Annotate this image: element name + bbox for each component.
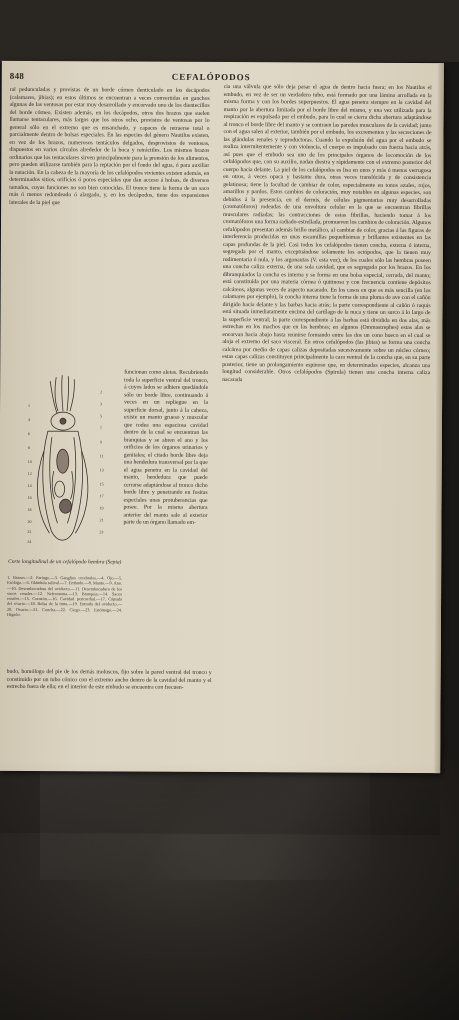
svg-text:9: 9	[99, 439, 102, 445]
svg-text:8: 8	[27, 444, 30, 450]
running-head: CEFALÓPODOS	[171, 71, 251, 83]
right-column-text: cia una válvula que sólo deja pasar el agua de dentro hacia fuera; en los Nautilus el embudo, en vez de ser un verdadero tubo, está formado por una lámina arrollada en la misma forma y con los bordes superpuestos. El agua penetra siempre en la cavidad del manto por la abertura limitada por el borde libre del mismo, y una vez utilizada para la respiración es expulsada por el embudo, para lo cual se cierra dicha abertura adaptándose al tronco el borde libre del manto y se contraen las paredes musculares de la cavidad; junto con el agua salen al exterior, también por el embudo, los excrementos y las secreciones de las glándulas renales y reproductoras. Cuando la expulsión del agua por el embudo se realiza intermitentemente y con violencia, el cuerpo es impulsado con fuerza hacia atrás, así pues que el embudo sea uno de los principales órganos de locomoción de los cefalópodos que, con su auxilio, nadan diestra y rápidamente con el extremo posterior del cuerpo hacia delante. La piel de los cefalópodos es lisa en unos y más ó menos verrugosa en otros, á veces opaca y bastante dura, otras veces translúcida y de consistencia gelatinosa; tiene la facultad de cambiar de color, especialmente en tonos azules, rojos, amarillos y pardos. Estos cambios de coloración, muy notables en algunas especies, son debidos á la presencia, en el dermis, de células pigmentarias muy desarrolladas (cromatóforos) rodeadas de una envoltura celular en la que se encuentran fibrillas musculares radiadas; las contracciones de estas fibrillas, haciendo tomar á los cromatóforos una forma radiado-estrellada, promueven los cambios de coloración. Algunos cefalópodos presentan además brillo metálico, al cambiar de color, gracias á las figuras de interferencia producidas en unas escamillas pequeñísimas y brillantes existentes en las capas profundas de la piel. Casi todos los cefalópodos tienen concha, externa ó interna, segregada por el manto, exceptuándose solamente los octópodos, que la tienen muy rudimentaria ó nula, y los argonautas (V. esta voz), de los cuales sólo las hembras poseen una concha caliza externa, de una sola cavidad, que es segregada por los brazos. En los dibranquiados la concha es interna y se forma en una bolsa especial, cerrada, del manto; está constituída por una materia córnea ó quitinosa y con frecuencia contiene depósitos calcáreos, algunas veces de aspecto nacarado. En los casos en que es más sencilla (en los calamares por ejemplo), la concha interna tiene la forma de una pluma de ave con el cañón dirigido hacia delante y las barbas hacia atrás; la parte correspondiente al cañón ó raquis está situada inmediatamente encima del cartílago de la nuca y tiene un surco á lo largo de la superficie ventral; la parte correspondiente á las barbas está dividida en dos alas, más estrechas en los machos que en las hembras; en algunos (Ommastrephes) estas alas se encorvan hacia abajo hasta reunirse formando entre las dos un cono hueco en el cual se aloja el extremo del saco visceral. En otros cefalópodos (las jibias) se forma una concha calcárea por medio de capas calizas depositadas sucesivamente sobre un núcleo córneo; estas capas calizas constituyen principalmente la cara ventral de la concha que, en su parte posterior, tiene un prolongamiento espinoso que, en determinadas especies, alcanza una longitud considerable. Otros cefalópodos (Spirula) tienen una concha interna caliza nacarada	[222, 84, 432, 383]
svg-text:20: 20	[27, 518, 32, 525]
svg-text:24: 24	[27, 538, 32, 545]
svg-text:22: 22	[27, 528, 32, 535]
svg-text:23: 23	[99, 529, 104, 535]
svg-text:1: 1	[28, 402, 31, 409]
svg-text:11: 11	[99, 453, 104, 459]
svg-text:10: 10	[27, 458, 32, 465]
svg-text:15: 15	[99, 481, 104, 487]
left-column-bottom-text: budo, homólogo del pie de los demás moluscos, fijo sobre la pared ventral del tronco y constituído por un tubo cónico con el extremo ancho dentro de la cavidad del manto y el estrecho fuera de ella; en el interior de este embudo se encuentra con frecuen-	[6, 668, 212, 691]
page-edge	[434, 63, 444, 773]
svg-text:2: 2	[100, 389, 103, 395]
svg-text:18: 18	[27, 506, 32, 513]
svg-text:6: 6	[27, 430, 30, 436]
page-number: 848	[9, 70, 25, 81]
svg-text:12: 12	[27, 470, 32, 477]
svg-text:13: 13	[99, 467, 104, 473]
book-page	[0, 61, 444, 773]
page-bottom-shadow	[0, 761, 440, 835]
svg-text:4: 4	[27, 416, 30, 422]
svg-text:7: 7	[99, 425, 102, 431]
cephalopod-section-figure	[7, 371, 123, 557]
figure-legend: 1. Brazos.—2. Faringe.—3. Ganglios cerebrales.—4. Ojo.—5. Esófago.—6. Glándula salival.—7. Embudo.—8. Manto.—9. Ano.—10. Desembocadura del oviducto.—11. Desembocadura de los sacos renales.—12. Nefrostoma.—13. Branquia.—14. Sacos renales.—15. Corazón.—16. Cavidad pericardial.—17. Cápsula del ovario.—18. Bolsa de la tinta.—19. Entrada del oviducto.—20. Ovario.—21. Concha.—22. Ciego.—23. Estómago.—24. Hígado.	[6, 574, 123, 618]
background-top	[0, 0, 459, 62]
left-column-top-text: ral pedunculadas y provistas de un borde córneo denticulado en los decápodos (calamares, jibias); en estos últimos se encuentran a veces convertidas en ganchos algunas de las ventosas por estar muy desarrollado y encorvado uno de los dientecillos del borde córneo. Existen además, en los decápodos, otros dos brazos que suelen llamarse tentaculares, más largos que los otros ocho, provistos de ventosas por lo general sólo en el extremo que es ensanchado, y capaces de retraerse total o parcialmente dentro de bolsas especiales. En las especies del género Nautilus existen, en vez de los brazos, numerosos tentáculos delgados, desprovistos de ventosas, dispuestos en varios círculos alrededor de la boca y retráctiles. Los mismos brazos ordinarios que los tentaculares sirven principalmente para la prensión de los alimentos, pero pueden utilizarse también para la reptación por el fondo del agua, ó para auxiliar la natación. En la cabeza de la mayoría de los cefalópodos vivientes existen además, en determinados sitios, orificios ó poros especiales que dan acceso á bolsas, de diversos tamaños, cuyas funciones no son bien conocidas. El tronco tiene la forma de un saco más ó menos redondeado ó alargado, y, en los decápodos, tiene dos expansiones laterales de la piel que	[9, 86, 210, 206]
svg-text:3: 3	[100, 401, 103, 407]
figure-side-text: funcionan como aletas. Recubriendo toda la superficie ventral del tronco, á cuyos lados se adhiere quedándole sólo un borde libre, continuando á veces en un repliegue en la superficie dorsal, junto á la cabeza, existe un manto grueso y muscular que rodea una espaciosa cavidad dentro de la cual se encuentran las branquias y se abren el ano y los orificios de los órganos urinarios y genitales; el citado borde libre deja una hendedura transversal por la que el agua penetra en la cavidad del manto, hendedura que puede cerrarse adaptándose al tronco dicho borde libre y penetrando en fositas especiales unas protuberancias que posee. Por la misma abertura anterior del manto sale al exterior parte de un órgano llamado em-	[123, 369, 209, 526]
svg-text:21: 21	[99, 517, 104, 523]
svg-text:17: 17	[99, 493, 104, 499]
figure-caption-title: Corte longitudinal de un cefalópodo hembra (Sepia)	[8, 558, 122, 566]
svg-text:16: 16	[27, 494, 32, 501]
svg-text:14: 14	[27, 482, 32, 489]
svg-text:5: 5	[99, 413, 103, 419]
svg-text:19: 19	[99, 505, 104, 511]
sepia-longitudinal-section-illustration	[7, 371, 123, 557]
